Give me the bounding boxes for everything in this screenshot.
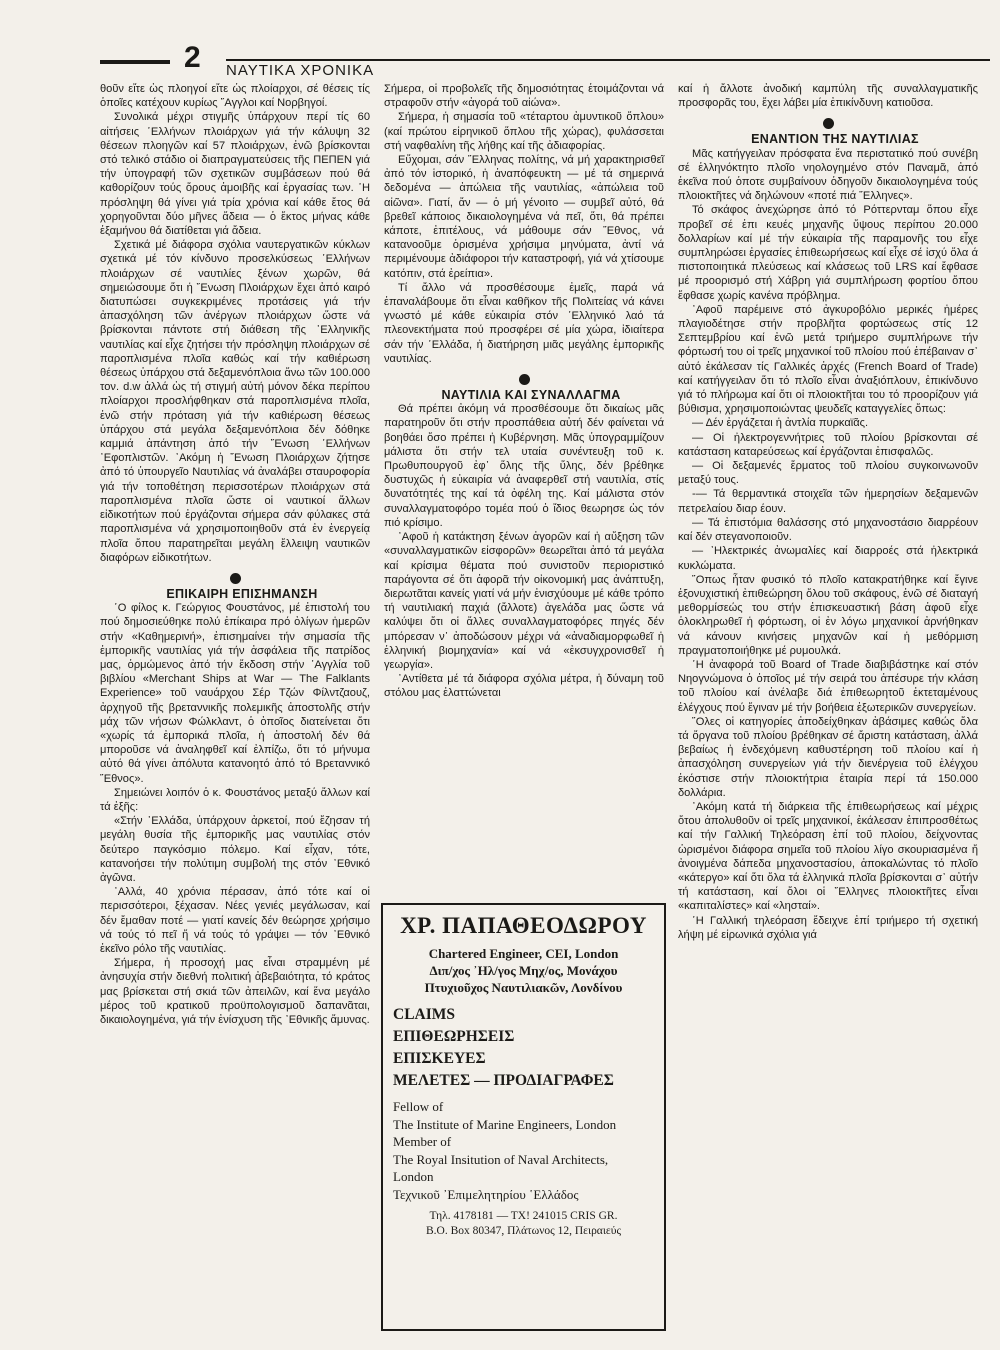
- paragraph: Συνολικά μέχρι στιγμῆς ὑπάρχουν περί τίς 60 αἰτήσεις ῾Ελλήνων πλοιάρχων γιά τήν κάλυψη 32 θέσεων πλοηγῶν καί 57 πλοιάρχων, ἐνῶ βρίσκονται στό τελικό στάδιο οἱ διαπραγματεύσεις τῆς ΠΕΠΕΝ γιά τήν ὑπογραφή τῶν σχετικῶν συμβάσεων πού θά καθορίζουν τούς ὅρους ἀμοιβῆς καί ἐργασίας των. ῾Η πρόσληψη θά γίνει γιά τρία χρόνια καί κάθε ἔτος θά χορηγοῦνται δύο μῆνες ἄδεια — ὁ ἔκτος μήνας κάθε ἑξαμήνου θά διατίθεται γιά ἄδεια.: [100, 111, 370, 238]
- paragraph: καί ἡ ἄλλοτε ἀνοδική καμπύλη τῆς συναλλαγματικῆς προσφορᾶς του, ἔχει λάβει μία ἐπικίνδυνη κατιοῦσα.: [678, 83, 978, 110]
- advertisement-box: [381, 903, 666, 1331]
- paragraph: Θά πρέπει ἀκόμη νά προσθέσουμε ὅτι δικαίως μᾶς παρατηροῦν ὅτι στήν προσπάθεια αὐτή δέν φαίνεται νά βοηθάει ὅσο πρέπει ἡ Κυβέρνηση. Μᾶς ὑπογραμμίζουν μάλιστα ὅτι στήν τελ υταία συνέντευξη τοῦ κ. Πρωθυπουργοῦ ἐφ᾿ ὅλης τῆς ὕλης, δέν βρέθηκε δυστυχῶς ἡ εὐκαιρία νά ἀναφερθεῖ στή ναυτιλία, στίς δυνατότητές της καί τά ὀφέλη της. Καί μάλιστα στόν συναλλαγματοφόρο τομέα πού ὁ ἴδιος θεωρησε ὡς τόν πιό κρίσιμο.: [384, 403, 664, 529]
- paragraph: θοῦν εἴτε ὡς πλοηγοί εἴτε ὡς πλοίαρχοι, σέ θέσεις τίς ὁποῖες κατέχουν κυρίως ῞Αγγλοι καί Νορβηγοί.: [100, 83, 370, 110]
- ad-membership-line: Member of: [393, 1134, 452, 1149]
- ad-service-item: ΜΕΛΕΤΕΣ — ΠΡΟΔΙΑΓΡΑΦΕΣ: [393, 1072, 614, 1089]
- paragraph: ῾Η ἀναφορά τοῦ Board of Trade διαβιβάστηκε καί στόν Νηογνώμονα ὁ ὁποῖος μέ τήν σειρά του ἀπέσυρε τήν κλάση τοῦ πλοίου καί ἀνέλαβε διά ἐπιθεωρητοῦ ἐκτεταμένους ἐλέγχους πού ἔγιναν μέ τήν βοήθεια ἐξωτερικῶν συνεργείων.: [678, 658, 978, 714]
- section-heading: ΕΠΙΚΑΙΡΗ ΕΠΙΣΗΜΑΝΣΗ: [166, 586, 318, 601]
- header-rule-right: [226, 59, 990, 61]
- list-item: -— Τά θερμαντικά στοιχεῖα τῶν ἡμερησίων δεξαμενῶν πετρελαίου διαρ έουν.: [678, 488, 978, 515]
- paragraph: ᾿Αφοῦ παρέμεινε στό ἀγκυροβόλιο μερικές ἡμέρες πλαγιοδέτησε στήν προβλῆτα φορτώσεως στίς 12 Σεπτεμβρίου καί ἐνῶ μετά τριήμερο συμπλήρωνε τήν φόρτωσή του οἱ τρεῖς μηχανικοί τοῦ πλοίου πού ἐπέβαιναν σ᾿ αὐτό ἐκάλεσαν τίς Γαλλικές ἀρχές (French Board of Trade) καί κατήγγειλαν ὅτι τό πλοῖο εἶναι ἀναξιόπλουν, ἐπικίνδυνο γιά τό πλήρωμα καί ὅτι οἱ πλοιοκτῆται του τό προορίζουν γιά βύθισμα, χρησιμοποιώντας ψευδεῖς καταγγελίες ὅπως:: [678, 303, 978, 416]
- ad-membership-line: Τεχνικοῦ ᾿Επιμελητηρίου ῾Ελλάδος: [393, 1186, 579, 1202]
- ad-membership-line: London: [393, 1169, 434, 1184]
- header-rule-left: [100, 60, 170, 64]
- paragraph: ῞Ολες οἱ κατηγορίες ἀποδείχθηκαν ἀβάσιμες καθώς ὅλα τά ὄργανα τοῦ πλοίου βρέθηκαν σέ ἄριστη κατάσταση, ἀλλά βεβαίως ἡ ἐνδεχόμενη καθυστέρηση τοῦ πλοίου καί ἡ ἀπασχόληση συνεργείων γιά τήν διενέργεια τοῦ ἐλέγχου ἐκόστισε στήν πλοιοκτήτρια ἑταιρία περί τά 150.000 δολλάρια.: [678, 715, 978, 799]
- column-3: [678, 82, 978, 942]
- paragraph: Σχετικά μέ διάφορα σχόλια ναυτεργατικῶν κύκλων σχετικά μέ τόν κίνδυνο προσελκύσεως ῾Ελλήνων πλοιάρχων σέ ναυτιλίες ξένων χωρῶν, θά σημειώσουμε ὅτι ἡ ῞Ενωση Πλοιάρχων ἔχει ἀπό καιρό διατυπώσει συγκεκριμένες προτάσεις γιά τήν ἀπασχόληση τῶν ἀνέργων πλοιάρχων ὥστε νά βρίσκονται πάντοτε στή διάθεση τῆς ῾Ελληνικῆς ναυτιλίας καί εἶχε ζητήσει τήν πρόσληψη πλοιάρχων σέ παροπλισμένα πλοῖα καθώς καί τήν καθιέρωση θέσεως ὑπάρχου στά δεξαμενόπλοια ἄνω τῶν 100.000 τον. d.w ἀλλά ὡς τή στιγμή αὐτή μόνον δέκα περίπου πλοίαρχοι προσλήφθηκαν στά παροπλισμένα πλοῖα, ἐνῶ στήν πρόταση γιά τήν καθιέρωση θέσεως ὑπάρχου στά μεγάλα δεξαμενόπλοια δέν δόθηκε καμμιά ἀπάντηση ἀπό τήν ῞Ενωση ῾Ελλήνων ᾿Εφοπλιστῶν. ᾿Ακόμη ἡ ῞Ενωση Πλοιάρχων ζήτησε ἀπό τό ὑπουργεῖο Ναυτιλίας νά ἀναλάβει σταυροφορία γιά τήν τοποθέτηση περισσοτέρων πλοιάρχων στά παροπλισμένα πλοῖα ὥστε οἱ ναυτικοί ἄλλων εἰδικοτήτων πού ἐργάζονται σήμερα σάν φύλακες στά παροπλισμένα νά χρησιμοποιηθοῦν στά ἐν ἐνεργείᾳ πλοῖα ὅπου παρατηρεῖται μεγάλη ἔλλειψη ναυτικῶν διαφόρων εἰδικοτήτων.: [100, 239, 370, 564]
- paragraph: ῞Οπως ἦταν φυσικό τό πλοῖο κατακρατήθηκε καί ἔγινε ἐξονυχιστική ἐπιθεώρηση ὅλου τοῦ σκάφους, ἐνῶ σέ διαταγή μεθορμίσεώς του στήν ἐπισκευαστική βάση ἀφοῦ εἶχε ὁλοκληρωθεῖ ἡ φόρτωση, οἱ ἐν λόγω μηχανικοί ἀρνήθηκαν νά κάνουν κινήσεις μηχανῶν καί ἡ μεθόρμιση πραγματοποιήθηκε μέ ρυμουλκά.: [678, 573, 978, 657]
- ad-service-item: ΕΠΙΘΕΩΡΗΣΕΙΣ: [393, 1028, 515, 1045]
- list-item: — ᾿Ηλεκτρικές ἀνωμαλίες καί διαρροές στά ἠλεκτρικά κυκλώματα.: [678, 545, 978, 572]
- list-item: — Οἱ ἠλεκτρογεννήτριες τοῦ πλοίου βρίσκονται σέ κατάσταση καταρεύσεως καί ἐργάζονται ἐπισφαλῶς.: [678, 431, 978, 458]
- paragraph: Σημειώνει λοιπόν ὁ κ. Φουστάνος μεταξύ ἄλλων καί τά ἑξῆς:: [100, 786, 370, 813]
- paragraph: ᾿Ακόμη κατά τή διάρκεια τῆς ἐπιθεωρήσεως καί μέχρις ὅτου ἀπολυθοῦν οἱ τρεῖς μηχανικοί, ἐκάλεσαν ἐπιπροσθέτως καί τήν Γαλλική Τηλεόραση ἐπί τοῦ πλοίου, δείχνοντας ὡρισμένοι διάφορα σημεῖα τοῦ πλοίου λίγο σκουριασμένα ἤ ἀνοιγμένα δάπεδα μηχανοστασίου, ἀποκαλώντας τό πλοῖο «κάτεργο» καί ὅτι ὅλα τά ἑλληνικά πλοῖα βρίσκονται σ᾿ αὐτήν τή κατάσταση, καί ὅλοι οἱ ῞Ελληνες πλοιοκτῆτες εἶναι «καπιταλίστες» καί «λησταί».: [678, 800, 978, 913]
- ad-credential: Chartered Engineer, CEI, London: [428, 946, 619, 961]
- ad-contact: [393, 1209, 654, 1239]
- column-2: [384, 82, 664, 701]
- ad-company-name: ΧΡ. ΠΑΠΑΘΕΟΔΩΡΟΥ: [400, 913, 647, 938]
- ad-address-line: B.O. Box 80347, Πλάτωνος 12, Πειραιεύς: [425, 1225, 622, 1237]
- ad-membership-line: The Royal Insitution of Naval Architects,: [393, 1151, 609, 1167]
- section-bullet-icon: [519, 374, 530, 385]
- ad-memberships: [393, 1098, 654, 1203]
- paragraph: Σήμερα, ἡ προσοχή μας εἶναι στραμμένη μέ ἀνησυχία στήν διεθνή πολιτική ἀβεβαιότητα, τό κράτος μας βρίσκεται στή σκιά τῶν ἀπειλῶν, καί ἕνα μεγάλο μέρος τοῦ κρατικοῦ προϋπολογισμοῦ δαπανᾶται, δικαιολογημένα, γιά τήν ἐνίσχυση τῆς ᾿Εθνικῆς ἄμυνας.: [100, 957, 370, 1026]
- ad-service-item: ΕΠΙΣΚΕΥΕΣ: [393, 1050, 486, 1067]
- list-item: — Δέν ἐργάζεται ἡ ἀντλία πυρκαϊᾶς.: [692, 417, 869, 430]
- paragraph: Σήμερα, ἡ σημασία τοῦ «τέταρτου ἀμυντικοῦ ὅπλου» (καί πρώτου εἰρηνικοῦ ὅπλου τῆς χώρας), φυλάσσεται στή ναφθαλίνη τῆς λήθης καί τῆς ἀδιαφορίας.: [384, 111, 664, 152]
- paragraph: Μᾶς κατήγγειλαν πρόσφατα ἕνα περιστατικό πού συνέβη σέ ἑλληνόκτητο πλοῖο νηολογημένο στόν Παναμᾶ, ἀπό ἐκεῖνα πού ὁποτε συμβαίνουν ὁδηγοῦν δικαιολογημένα τούς πλοιοκτῆτες νά δηλώνουν «ποτέ πιά ῞Ελληνες».: [678, 147, 978, 203]
- section-bullet-icon: [823, 118, 834, 129]
- publication-title: ΝΑΥΤΙΚΑ ΧΡΟΝΙΚΑ: [226, 62, 375, 79]
- paragraph: ῾Ο φίλος κ. Γεώργιος Φουστάνος, μέ ἐπιστολή του πού δημοσιεύθηκε πολύ ἐπίκαιρα πρό ὀλίγων ἡμερῶν στήν «Καθημερινή», ἐπισημαίνει τήν σημασία τῆς ἐμπορικῆς ναυτιλίας γιά τήν ἀσφάλεια τῆς πατρίδος μας, ὁρμώμενος ἀπό τήν ἔκδοση στήν ᾿Αγγλία τοῦ βιβλίου «Merchant Ships at War — The Falklants Experience» τοῦ ναυάρχου Σέρ Τζών Φίλντζαουζ, ἀρχηγοῦ τῆς βρεταννικῆς πολεμικῆς ἀποστολῆς στήν μάχ τῶν νήσων Φώλκλαντ, ὁ ὁποῖος διατείνεται ὅτι «χωρίς τά ἐμπορικά πλοῖα, ἡ ἀποστολή δέν θά μποροῦσε νά ἀναληφθεῖ καί ἐλπίζω, ὅτι τό μήνυμα αὐτό θά γίνει ἀπόλυτα κατανοητό ἀπό τό Βρεταννικό ῎Εθνος».: [100, 602, 370, 785]
- ad-credential: Πτυχιοῦχος Ναυτιλιακῶν, Λονδίνου: [424, 980, 623, 995]
- ad-services: [393, 1004, 654, 1092]
- paragraph: ᾿Αλλά, 40 χρόνια πέρασαν, ἀπό τότε καί οἱ περισσότεροι, ξέχασαν. Νέες γενιές μεγάλωσαν, καί δέν ἔμαθαν ποτέ — γιατί κανείς δέν θεώρησε χρήσιμο νά τούς τό πεῖ ἤ νά τούς τό γράψει — τόν ᾿Εθνικό ἐκεῖνο ρόλο τῆς ναυτιλίας.: [100, 886, 370, 955]
- paragraph: ᾿Αφοῦ ἡ κατάκτηση ξένων ἀγορῶν καί ἡ αὔξηση τῶν «συναλλαγματικῶν εἰσφορῶν» θεωρεῖται ἀπό τά μεγάλα καί κρίσιμα θέματα πού συνιστοῦν περιοριστικό παράγοντα σέ ὅτι ἀφορᾶ τήν οἰκονομική μας ἀνάπτυξη, διερωτᾶται κανείς γιατί νά μήν ἐνισχύουμε μέ κάθε τρόπο τή ναυτιλιακή παχιά (ἄλλοτε) ἀγελάδα μας ὥστε νά καλύψει ὅτι οἱ ἄλλες συναλλαγματοφόρες πηγές δέν μπόρεσαν ν᾿ ἀποδώσουν μέχρι νά «ἀναδιαμορφωθεῖ ἡ ἑλληνική βιομηχανία» καί νά «ἐκσυγχρονισθεῖ ἡ γεωργία».: [384, 531, 664, 671]
- ad-membership-line: The Institute of Marine Engineers, London: [393, 1116, 617, 1132]
- ad-membership-line: Fellow of: [393, 1099, 444, 1114]
- section-heading: ΕΝΑΝΤΙΟΝ ΤΗΣ ΝΑΥΤΙΛΙΑΣ: [751, 132, 919, 147]
- ad-service-item: CLAIMS: [393, 1006, 456, 1023]
- page-number: 2: [184, 41, 201, 74]
- ad-credential: Διπ/χος ᾿Ηλ/γος Μηχ/ος, Μονάχου: [429, 963, 618, 978]
- column-1: [100, 82, 370, 1027]
- paragraph: Τό σκάφος ἀνεχώρησε ἀπό τό Ρόττερνταμ ὅπου εἶχε προβεῖ σέ ἐπι κευές μηχανῆς ὕψους περίπου 20.000 δολλαρίων καί μέ τήν εὐκαιρία τῆς παραμονῆς του εἶχε συμπληρώσει ἐργασίες ἐπιθεωρήσεως καί εἶχε σέ ἰσχύ ὅλα ά πιστοποιητικά πλεύσεως καί κλάσεως τοῦ LRS καί ἔφθασε μέ προορισμό στή Χάβρη γιά συμπλήρωση φορτίου ὅπου ἔφθασε χωρίς κανένα πρόβλημα.: [678, 204, 978, 302]
- ad-phone-line: Τηλ. 4178181 — ΤΧ! 241015 CRIS GR.: [429, 1210, 618, 1222]
- paragraph: ᾿Αντίθετα μέ τά διάφορα σχόλια μέτρα, ἡ δύναμη τοῦ στόλου μας ἐλαττώνεται: [384, 673, 664, 700]
- list-item: — Τά ἐπιστόμια θαλάσσης στό μηχανοστάσιο διαρρέουν καί δέν στεγανοποιοῦν.: [678, 516, 978, 544]
- list-item: — Οἱ δεξαμενές ἕρματος τοῦ πλοίου συγκοινωνοῦν μεταξύ τους.: [678, 460, 978, 487]
- paragraph: Εὔχομαι, σάν ῞Ελληνας πολίτης, νά μή χαρακτηρισθεῖ ἀπό τόν ἱστορικό, ἡ ἀναπόφευκτη — μέ τά σημερινά δεδομένα — ἀπώλεια τῆς ναυτιλίας, «ἀπώλεια τοῦ αἰῶνα». Γιατί, ἄν — ὁ μή γένοιτο — συμβεῖ αὐτό, θά βρεθεῖ κάποιος δικαιολογημένα νά πεῖ, ὅτι, θά πρέπει κάποτε, ἐπιτέλους, νά μάθουμε σάν ῎Εθνος, νά κατανοοῦμε ὁρισμένα χρήσιμα μηνύματα, ἀντί νά περιμένουμε ἀδιάφοροι τήν καταστροφή, γιά νά χτίσουμε κατόπιν, στά ἐρείπια».: [384, 154, 664, 280]
- paragraph: Σήμερα, οἱ προβολεῖς τῆς δημοσιότητας ἑτοιμάζονται νά στραφοῦν στήν «ἀγορά τοῦ αἰώνα».: [384, 83, 664, 110]
- section-bullet-icon: [230, 573, 241, 584]
- paragraph: «Στήν ῾Ελλάδα, ὑπάρχουν ἀρκετοί, πού ἔζησαν τή μεγάλη θυσία τῆς ἐμπορικῆς μας ναυτιλίας στόν δεύτερο παγκόσμιο πόλεμο. Καί εἶχαν, τότε, κατανοήσει τήν πολύτιμη συμβολή της στόν ᾿Εθνικό ἀγῶνα.: [100, 815, 370, 884]
- section-heading: ΝΑΥΤΙΛΙΑ ΚΑΙ ΣΥΝΑΛΛΑΓΜΑ: [441, 388, 621, 403]
- paragraph: Τί ἄλλο νά προσθέσουμε ἐμεῖς, παρά νά ἐπαναλάβουμε ὅτι εἶναι καθῆκον τῆς Πολιτείας νά κάνει γνωστό μέ κάθε εὐκαιρία στόν ῾Ελληνικό λαό τά πλεονεκτήματα πού προσφέρει σέ μία χώρα, ἰδιαίτερα σάν τήν ῾Ελλάδα, ἡ διατήρηση μιᾶς μεγάλης ἐμπορικῆς ναυτιλίας.: [384, 281, 664, 365]
- paragraph: ῾Η Γαλλική τηλεόραση ἔδειχνε ἐπί τριήμερο τή σχετική λήψη μέ εἰρωνικά σχόλια γιά: [678, 914, 978, 941]
